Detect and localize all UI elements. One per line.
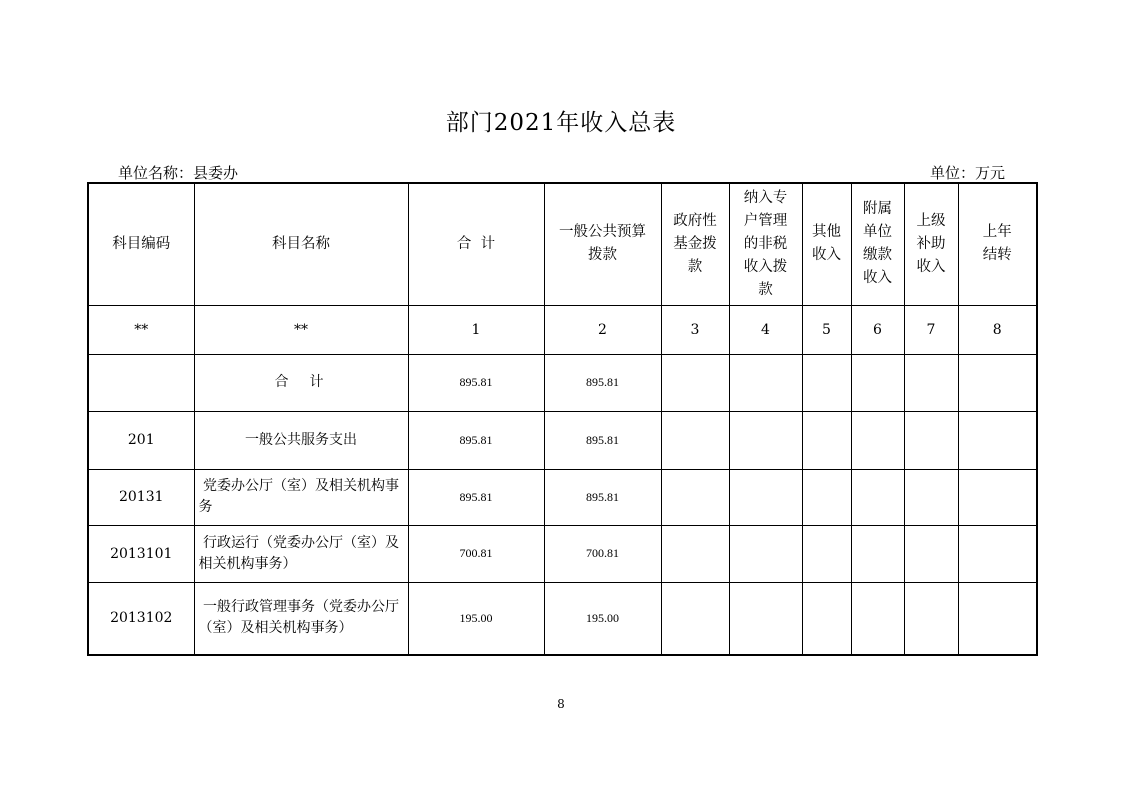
total-label: 合 计	[194, 354, 408, 411]
empty-cell	[661, 411, 729, 469]
total-value: 895.81	[408, 354, 544, 411]
empty-cell	[904, 525, 958, 582]
empty-cell	[661, 354, 729, 411]
empty-cell	[729, 582, 802, 655]
unit-label: 单位：万元	[929, 164, 1005, 182]
header-carryover: 上年结转	[958, 183, 1037, 305]
index-cell: 7	[904, 305, 958, 354]
header-superior: 上级补助收入	[904, 183, 958, 305]
name-cell: 行政运行（党委办公厅（室）及相关机构事务）	[194, 525, 408, 582]
empty-cell	[661, 525, 729, 582]
empty-cell	[851, 582, 904, 655]
table-row	[88, 525, 1037, 582]
index-cell: 1	[408, 305, 544, 354]
code-cell	[88, 354, 194, 411]
empty-cell	[802, 582, 851, 655]
header-total: 合 计	[408, 183, 544, 305]
index-cell: **	[194, 305, 408, 354]
code-cell: 2013101	[88, 525, 194, 582]
name-cell: 党委办公厅（室）及相关机构事务	[194, 469, 408, 525]
income-table	[87, 182, 1038, 656]
unit-name-label: 单位名称：县委办	[118, 164, 239, 182]
index-cell: 5	[802, 305, 851, 354]
table-row	[88, 469, 1037, 525]
index-cell: 6	[851, 305, 904, 354]
empty-cell	[958, 525, 1037, 582]
general-budget-value: 700.81	[544, 525, 661, 582]
empty-cell	[904, 411, 958, 469]
page-number: 8	[557, 697, 565, 711]
index-cell: 8	[958, 305, 1037, 354]
name-cell: 一般行政管理事务（党委办公厅（室）及相关机构事务）	[194, 582, 408, 655]
code-cell: 201	[88, 411, 194, 469]
empty-cell	[904, 469, 958, 525]
empty-cell	[958, 582, 1037, 655]
header-name: 科目名称	[194, 183, 408, 305]
header-affiliated: 附属单位缴款收入	[851, 183, 904, 305]
header-other: 其他收入	[802, 183, 851, 305]
empty-cell	[802, 469, 851, 525]
total-row	[88, 354, 1037, 411]
empty-cell	[802, 525, 851, 582]
empty-cell	[729, 469, 802, 525]
code-cell: 2013102	[88, 582, 194, 655]
page-title: 部门2021年收入总表	[445, 110, 677, 136]
empty-cell	[802, 411, 851, 469]
empty-cell	[802, 354, 851, 411]
header-general-budget: 一般公共预算拨款	[544, 183, 661, 305]
empty-cell	[851, 525, 904, 582]
total-value: 895.81	[408, 469, 544, 525]
empty-cell	[904, 354, 958, 411]
total-value: 195.00	[408, 582, 544, 655]
index-row	[88, 305, 1037, 354]
total-value: 895.81	[408, 411, 544, 469]
empty-cell	[904, 582, 958, 655]
empty-cell	[729, 525, 802, 582]
code-cell: 20131	[88, 469, 194, 525]
empty-cell	[851, 411, 904, 469]
empty-cell	[958, 469, 1037, 525]
general-budget-value: 895.81	[544, 411, 661, 469]
empty-cell	[661, 582, 729, 655]
header-nontax: 纳入专户管理的非税收入拨款	[729, 183, 802, 305]
empty-cell	[958, 354, 1037, 411]
total-value: 700.81	[408, 525, 544, 582]
general-budget-value: 895.81	[544, 469, 661, 525]
empty-cell	[729, 411, 802, 469]
table-row	[88, 411, 1037, 469]
empty-cell	[958, 411, 1037, 469]
empty-cell	[661, 469, 729, 525]
index-cell: 4	[729, 305, 802, 354]
name-cell: 一般公共服务支出	[194, 411, 408, 469]
empty-cell	[851, 354, 904, 411]
general-budget-value: 895.81	[544, 354, 661, 411]
index-cell: 2	[544, 305, 661, 354]
empty-cell	[729, 354, 802, 411]
index-cell: **	[88, 305, 194, 354]
table-row	[88, 582, 1037, 655]
index-cell: 3	[661, 305, 729, 354]
empty-cell	[851, 469, 904, 525]
header-gov-fund: 政府性基金拨款	[661, 183, 729, 305]
header-code: 科目编码	[88, 183, 194, 305]
general-budget-value: 195.00	[544, 582, 661, 655]
header-row	[88, 183, 1037, 305]
